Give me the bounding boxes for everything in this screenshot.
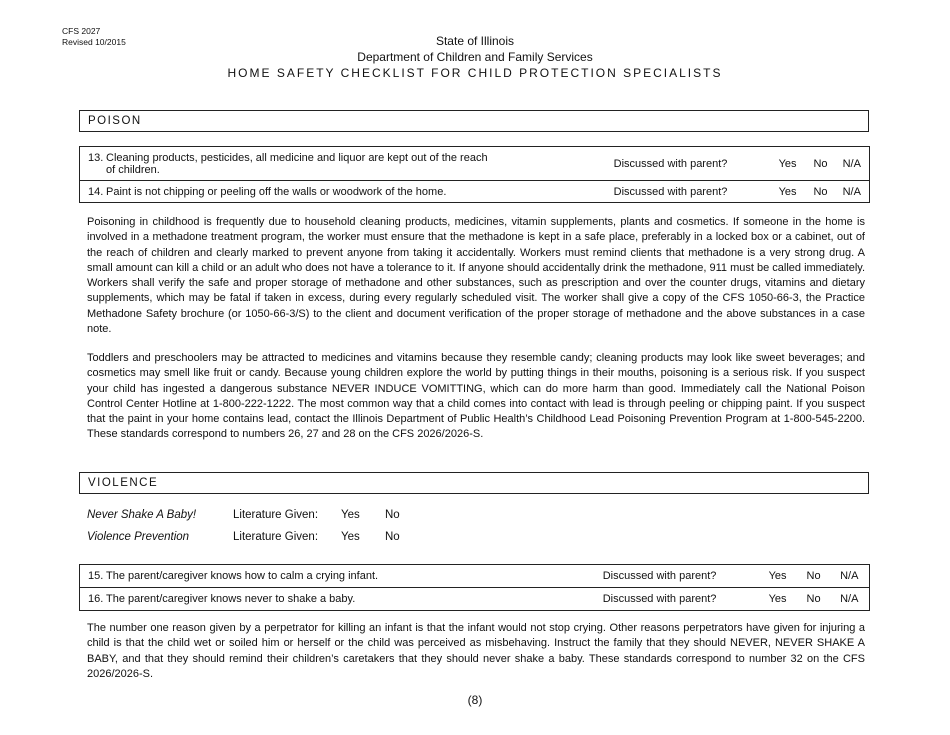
item-number: 16.	[88, 593, 104, 605]
answer-no[interactable]: No	[807, 147, 835, 181]
answer-yes[interactable]: Yes	[769, 147, 807, 181]
item-text: Cleaning products, pesticides, all medicine and liquor are kept out of the reach	[106, 151, 488, 164]
item-question	[80, 181, 614, 203]
checklist-item-13	[80, 147, 870, 181]
item-question	[80, 147, 614, 181]
form-number: CFS 2027	[62, 26, 101, 36]
literature-label: Literature Given:	[233, 509, 319, 521]
answer-na[interactable]: N/A	[835, 147, 870, 181]
answer-na[interactable]: N/A	[830, 588, 870, 611]
literature-name: Never Shake A Baby!	[87, 509, 197, 521]
violence-heading: VIOLENCE	[79, 472, 869, 494]
item-text: Paint is not chipping or peeling off the walls or woodwork of the home.	[106, 185, 447, 198]
item-number: 13.	[88, 151, 104, 164]
item-text: The parent/caregiver knows never to shake a baby.	[106, 593, 356, 605]
literature-label: Literature Given:	[233, 531, 319, 543]
discussed-label: Discussed with parent?	[603, 588, 758, 611]
item-question	[80, 588, 603, 611]
item-text-continued: of children.	[106, 163, 160, 176]
answer-no[interactable]: No	[798, 565, 830, 588]
discussed-label: Discussed with parent?	[603, 565, 758, 588]
item-text: The parent/caregiver knows how to calm a crying infant.	[106, 570, 379, 582]
state-name: State of Illinois	[435, 34, 515, 48]
answer-yes[interactable]: Yes	[758, 588, 798, 611]
answer-yes[interactable]: Yes	[769, 181, 807, 203]
page-header	[0, 33, 950, 81]
answer-no[interactable]: No	[807, 181, 835, 203]
answer-na[interactable]: N/A	[830, 565, 870, 588]
item-number: 15.	[88, 570, 104, 582]
literature-name: Violence Prevention	[87, 531, 190, 543]
checklist-item-14	[80, 181, 870, 203]
poison-checklist	[79, 146, 870, 203]
answer-na[interactable]: N/A	[835, 181, 870, 203]
item-number: 14.	[88, 185, 104, 198]
discussed-label: Discussed with parent?	[614, 147, 769, 181]
item-question	[80, 565, 603, 588]
violence-paragraph: The number one reason given by a perpetrator for killing an infant is that the infant would not stop crying. Other reasons perpetrators have given for injuring a child is that the child wet or soiled him or herself or the child was perceived as misbehaving. Instruct the family that they should NEVER, NEVER SHAKE A BABY, and that they should remind their children’s caretakers that they should never shake a baby. These standards correspond to number 32 on the CFS 2026/2026-S.	[87, 622, 865, 680]
poison-heading: POISON	[79, 110, 869, 132]
literature-no[interactable]: No	[385, 531, 400, 543]
checklist-item-16	[80, 588, 870, 611]
form-revision: Revised 10/2015	[62, 37, 126, 47]
discussed-label: Discussed with parent?	[614, 181, 769, 203]
answer-no[interactable]: No	[798, 588, 830, 611]
poison-methadone-paragraph: Poisoning in childhood is frequently due to household cleaning products, medicines, vitamin supplements, plants and cosmetics. If someone in the home is involved in a methadone treatment program, the worker must ensure that the methadone is kept in a safe place, preferably in a locked box or a cabinet, out of the reach of children and clearly marked to prevent anyone from taking it accidentally. Workers must remind clients that methadone is a very strong drug. A small amount can kill a child or an adult who does not have a tolerance to it. If anyone should accidentally drink the methadone, 911 must be called immediately. Workers shall verify the safe and proper storage of methadone and other substances, such as prescription and over the counter drugs, vitamins and dietary supplements, which may be fatal if taken in excess, during every regularly scheduled visit. The worker shall give a copy of the CFS 1050-66-3, the Practice Methadone Safety brochure (or 1050-66-3/S) to the client and document verification of the proper storage of methadone and the above substances in a case note.	[87, 216, 865, 336]
checklist-item-15	[80, 565, 870, 588]
answer-yes[interactable]: Yes	[758, 565, 798, 588]
literature-yes[interactable]: Yes	[341, 531, 360, 543]
literature-no[interactable]: No	[385, 509, 400, 521]
page-number: (8)	[467, 693, 483, 707]
violence-checklist	[79, 564, 870, 611]
department-name: Department of Children and Family Services	[357, 50, 593, 64]
literature-yes[interactable]: Yes	[341, 509, 360, 521]
poison-toddler-paragraph: Toddlers and preschoolers may be attracted to medicines and vitamins because they resemble candy; cleaning products may look like sweet beverages; and cosmetics may smell like fruit or candy. Because young children explore the world by putting things in their mouths, poisoning is a serious risk. If you suspect your child has ingested a dangerous substance NEVER INDUCE VOMITTING, which can do more harm than good. Immediately call the National Poison Control Center Hotline at 1-800-222-1222. The most common way that a child comes into contact with lead is through peeling or chipping paint. If you suspect that the paint in your home contains lead, contact the Illinois Department of Public Health’s Childhood Lead Poisoning Prevention Program at 1-800-545-2200. These standards correspond to numbers 26, 27 and 28 on the CFS 2026/2026-S.	[87, 352, 865, 441]
document-title: HOME SAFETY CHECKLIST FOR CHILD PROTECTION SPECIALISTS	[227, 66, 723, 80]
